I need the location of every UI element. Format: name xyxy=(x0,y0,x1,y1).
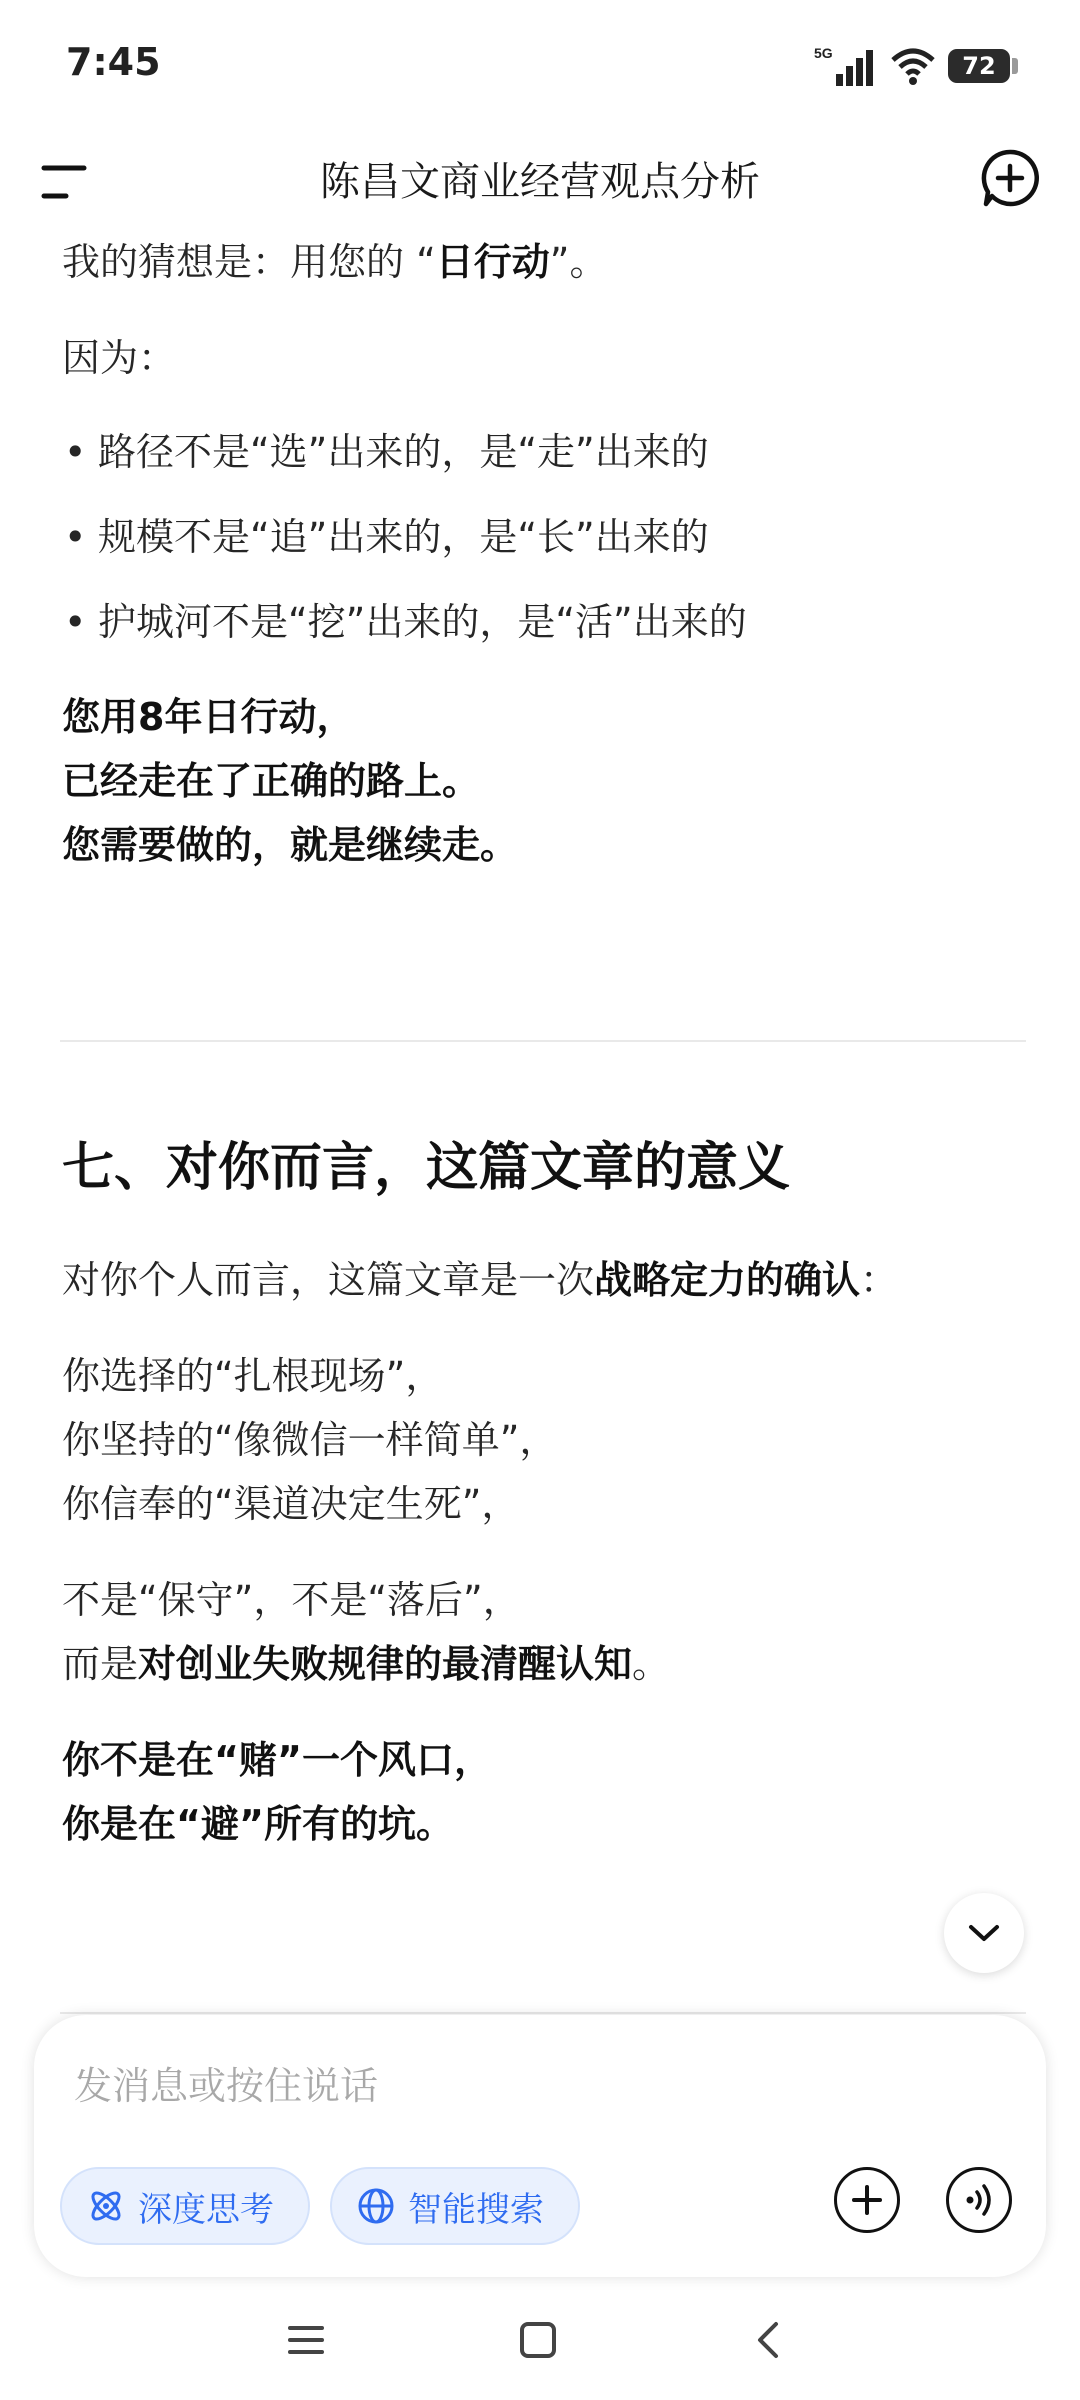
scroll-down-button[interactable] xyxy=(944,1893,1024,1973)
add-attachment-button[interactable] xyxy=(834,2167,900,2233)
back-icon[interactable] xyxy=(748,2320,788,2360)
cognition-line: 而是对创业失败规律的最清醒认知。 xyxy=(62,1642,671,1686)
list-item: • 路径不是“选”出来的，是“走”出来的 xyxy=(62,420,1022,505)
bold-conclusion: 您用8年日行动， 已经走在了正确的路上。 您需要做的，就是继续走。 xyxy=(62,695,519,867)
battery-icon xyxy=(948,49,1010,83)
choice-line: 你选择的“扎根现场”， xyxy=(62,1354,444,1398)
status-bar xyxy=(0,0,1080,130)
new-chat-icon[interactable] xyxy=(980,148,1040,208)
chat-header xyxy=(0,140,1080,220)
list-item: • 规模不是“追”出来的，是“长”出来的 xyxy=(62,505,1022,590)
plus-icon xyxy=(850,2183,884,2217)
svg-text:5G: 5G xyxy=(814,45,833,61)
divider xyxy=(60,1040,1026,1042)
choice-line: 你信奉的“渠道决定生死”， xyxy=(62,1482,520,1526)
chevron-down-icon xyxy=(967,1922,1001,1944)
message-input[interactable]: 发消息或按住说话 xyxy=(74,2064,379,2108)
deep-think-button[interactable] xyxy=(60,2167,310,2245)
atom-icon xyxy=(86,2186,126,2226)
bold-closing: 你不是在“赌”一个风口， 你是在“避”所有的坑。 xyxy=(62,1738,492,1846)
divider xyxy=(60,2012,1026,2014)
deep-think-label: 深度思考 xyxy=(138,2189,274,2230)
bullet-list xyxy=(62,420,1022,675)
guess-line: 我的猜想是：用您的 “日行动”。 xyxy=(62,240,608,284)
home-icon[interactable] xyxy=(518,2320,558,2360)
system-nav-bar xyxy=(0,2300,1080,2400)
smart-search-label: 智能搜索 xyxy=(408,2189,544,2230)
voice-icon xyxy=(960,2181,998,2219)
globe-icon xyxy=(356,2186,396,2226)
voice-call-button[interactable] xyxy=(946,2167,1012,2233)
signal-icon xyxy=(814,44,878,88)
significance-line: 对你个人而言，这篇文章是一次战略定力的确认： xyxy=(62,1258,899,1302)
status-icons xyxy=(814,40,1010,92)
recent-apps-icon[interactable] xyxy=(286,2320,326,2360)
not-conservative-line: 不是“保守”，不是“落后”， xyxy=(62,1578,521,1622)
section-body xyxy=(62,1248,1022,1856)
smart-search-button[interactable] xyxy=(330,2167,580,2245)
wifi-icon xyxy=(890,46,936,86)
choice-line: 你坚持的“像微信一样简单”， xyxy=(62,1418,558,1462)
battery-level: 72 xyxy=(962,52,996,80)
page-title: 陈昌文商业经营观点分析 xyxy=(320,159,760,205)
list-item: • 护城河不是“挖”出来的，是“活”出来的 xyxy=(62,590,1022,675)
message-composer xyxy=(34,2015,1046,2277)
status-time: 7:45 xyxy=(66,40,161,84)
section-heading: 七、对你而言，这篇文章的意义 xyxy=(62,1138,791,1198)
because-label: 因为： xyxy=(62,336,177,380)
assistant-message xyxy=(62,230,1022,877)
